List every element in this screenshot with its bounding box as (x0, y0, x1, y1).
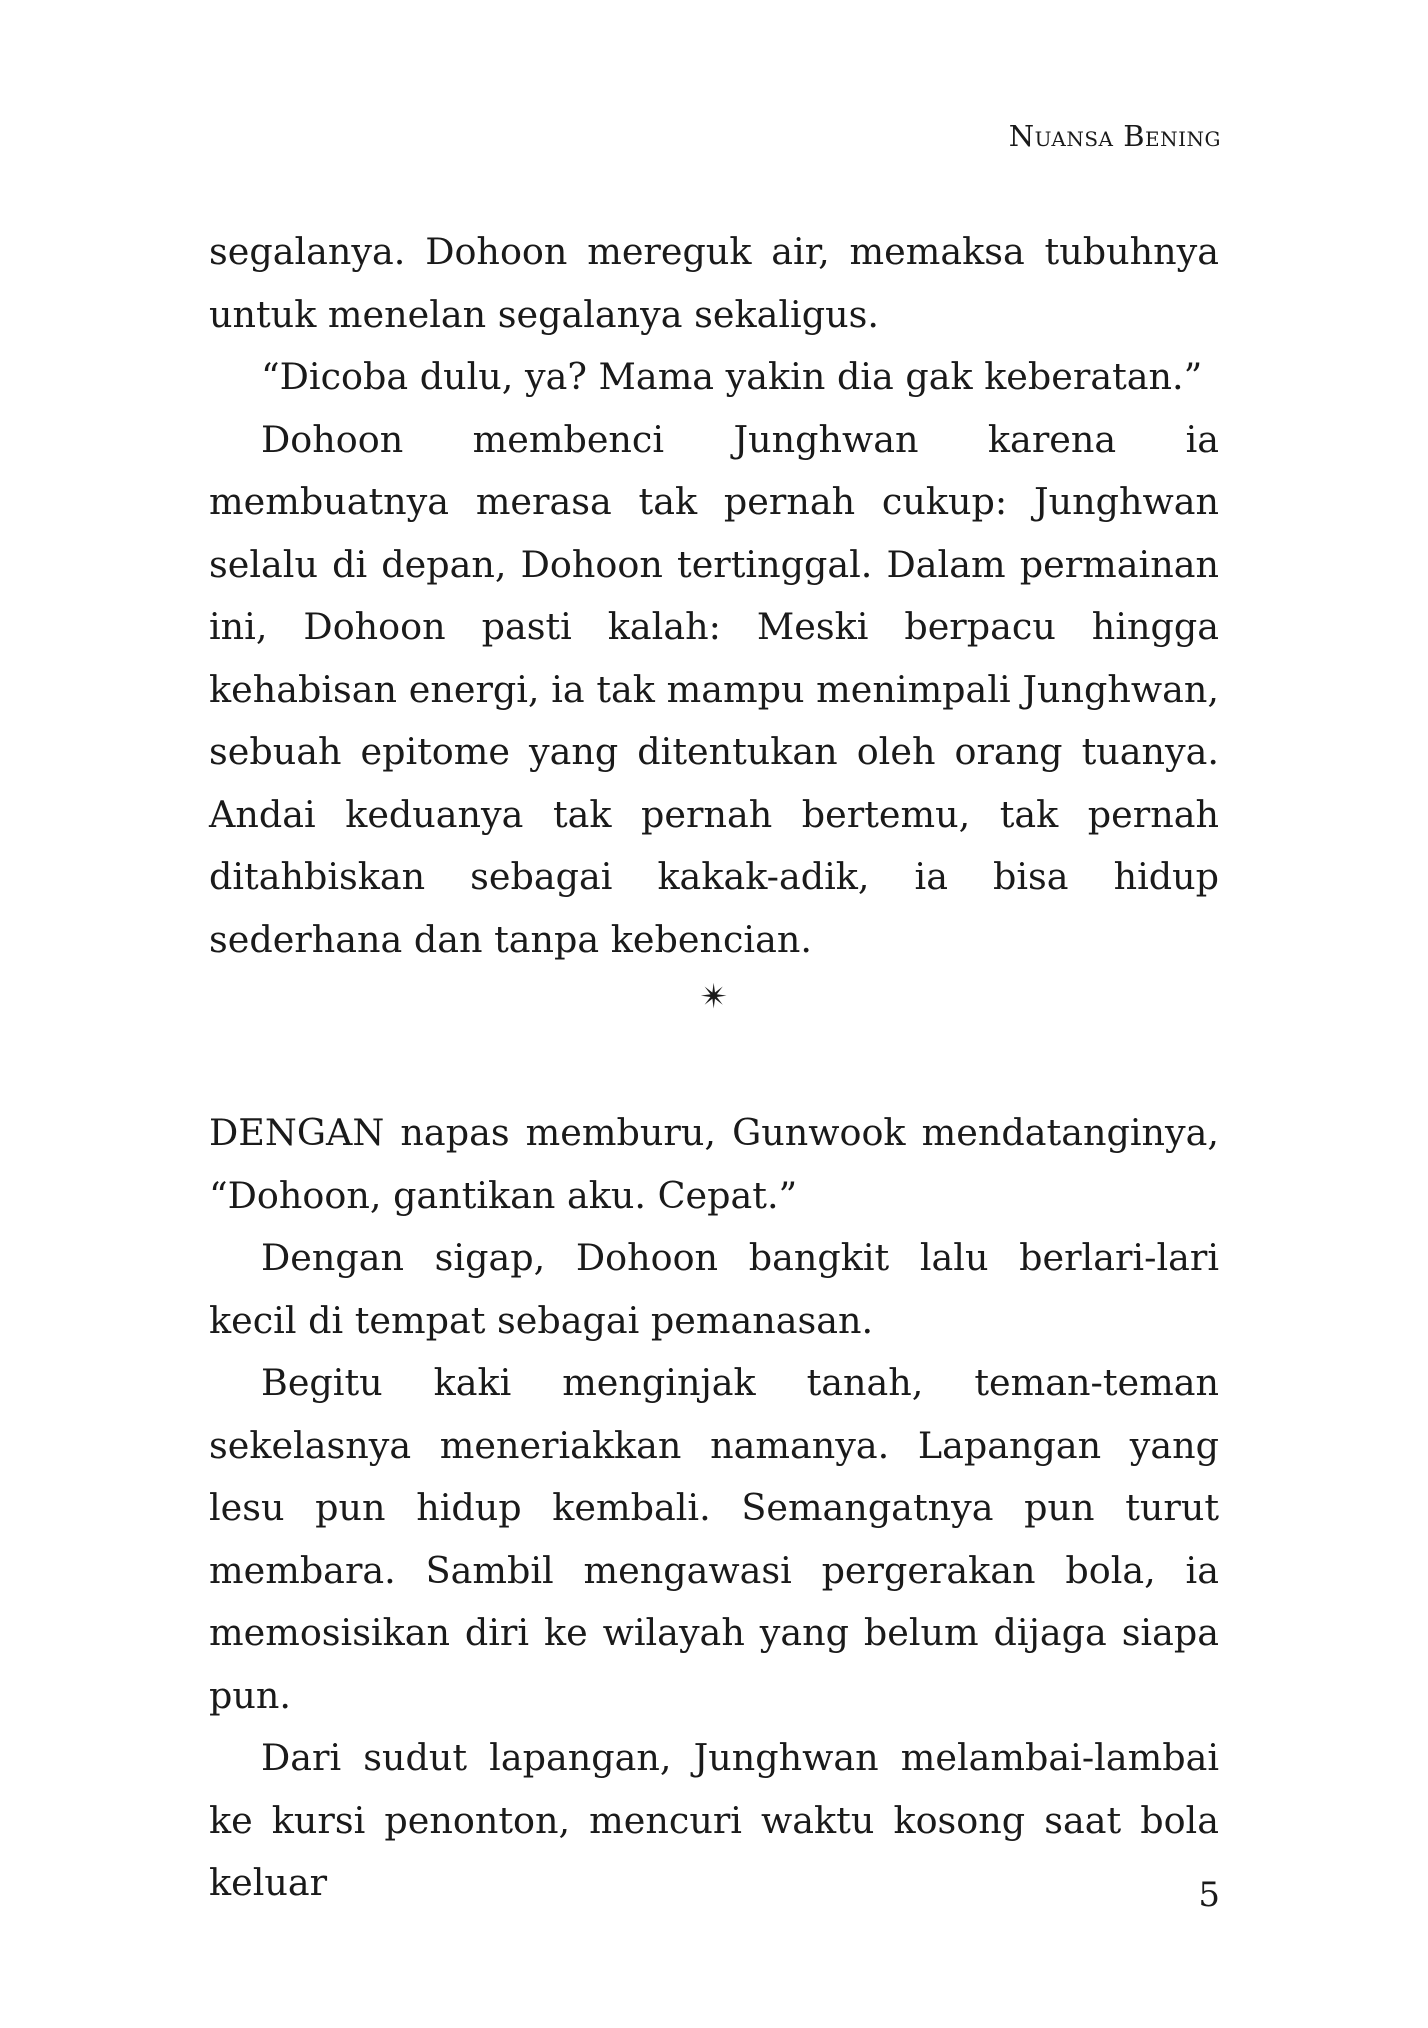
running-header-title: Nuansa Bening (1008, 119, 1221, 153)
body-text-top (209, 221, 1219, 971)
paragraph-continues: Dari sudut lapangan, Junghwan melambai-lambai ke kursi penonton, mencuri waktu kosong saat bola keluar (209, 1736, 1219, 1904)
scene-break-star-icon: ✴ (699, 977, 729, 1017)
paragraph: Dengan sigap, Dohoon bangkit lalu berlari-lari kecil di tempat sebagai pemanasan. (209, 1236, 1219, 1342)
paragraph-continued: segalanya. Dohoon mereguk air, memaksa tubuhnya untuk menelan segalanya sekaligus. (209, 230, 1219, 336)
body-text-bottom (209, 1102, 1219, 1915)
page-number: 5 (1198, 1875, 1220, 1915)
paragraph: Dohoon membenci Junghwan karena ia membuatnya merasa tak pernah cukup: Junghwan selalu di depan, Dohoon tertinggal. Dalam permainan ini, Dohoon pasti kalah: Meski berpacu hingga kehabisan energi, ia tak mampu menimpali Junghwan, sebuah epitome yang ditentukan oleh orang tuanya. Andai keduanya tak pernah bertemu, tak pernah ditahbiskan sebagai kakak-adik, ia bisa hidup sederhana dan tanpa kebencian. (209, 417, 1219, 961)
paragraph-dialogue: “Dicoba dulu, ya? Mama yakin dia gak keberatan.” (261, 355, 1203, 398)
paragraph-scene-opening: DENGAN napas memburu, Gunwook mendatanginya, “Dohoon, gantikan aku. Cepat.” (209, 1111, 1219, 1217)
paragraph: Begitu kaki menginjak tanah, teman-teman sekelasnya meneriakkan namanya. Lapangan yang lesu pun hidup kembali. Semangatnya pun turut membara. Sambil mengawasi pergerakan bola, ia memosisikan diri ke wilayah yang belum dijaga siapa pun. (209, 1361, 1219, 1717)
